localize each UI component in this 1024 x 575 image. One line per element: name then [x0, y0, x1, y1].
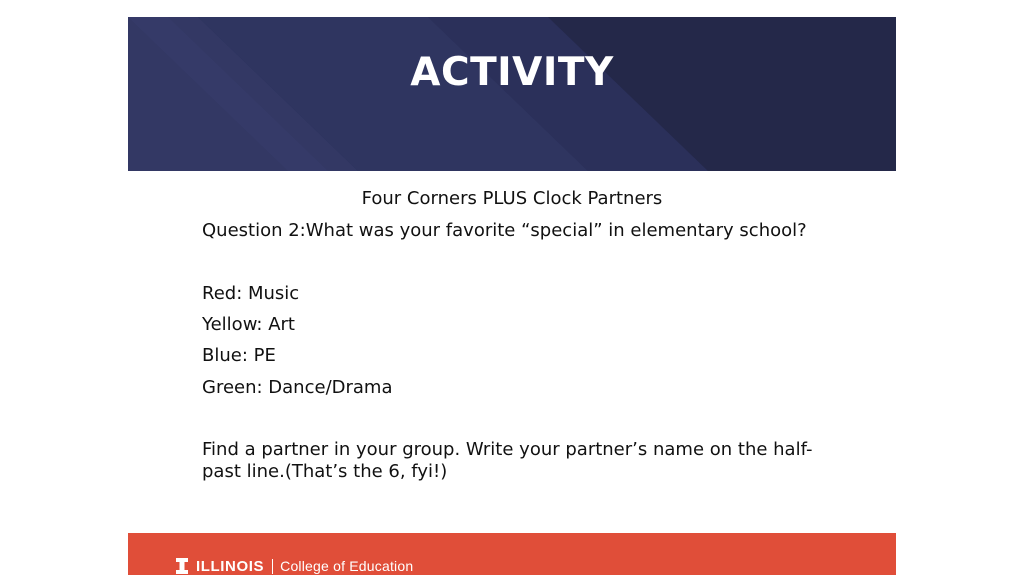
- brand-college: College of Education: [280, 558, 414, 574]
- option-red: Red: Music: [202, 283, 300, 304]
- instruction-text: Find a partner in your group. Write your partner’s name on the half-past line.(That’s the 6, fyi!): [202, 439, 813, 482]
- block-i-icon: [176, 558, 188, 574]
- question-text: Question 2:What was your favorite “special” in elementary school?: [202, 220, 807, 241]
- option-green: Green: Dance/Drama: [202, 377, 393, 398]
- brand-name: ILLINOIS: [196, 557, 265, 575]
- option-blue: Blue: PE: [202, 345, 276, 366]
- footer-bar: [128, 533, 896, 575]
- page-title: ACTIVITY: [410, 49, 614, 95]
- footer-brand: [176, 556, 413, 575]
- option-yellow: Yellow: Art: [202, 314, 295, 335]
- brand-divider: [272, 559, 273, 574]
- header-banner: [128, 17, 896, 171]
- activity-subtitle: Four Corners PLUS Clock Partners: [361, 188, 663, 209]
